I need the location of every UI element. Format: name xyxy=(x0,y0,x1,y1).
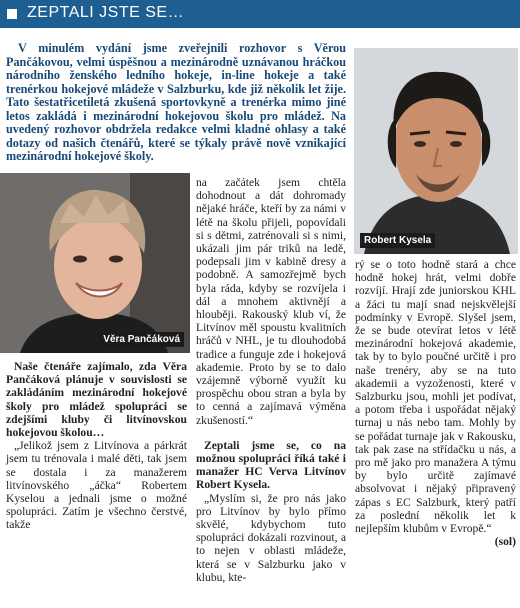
article-intro: V minulém vydání jsme zveřejnili rozhovor s Věrou Pančákovou, velmi úspěšnou a mezinárodně uznávanou hráčkou národního ženského ledního hokeje, in-line hokeje a také trenérkou hokejové mládeže v Salzburku, kde již několik let žije. Tato šestatřicetiletá zkušená sportovkyně a trenérka mimo jiné letos zakládá i mezinárodní hokejovou školu pro mládež. Na uvedený rozhovor obdržela redakce velmi kladné ohlasy a také dotazy od našich čtenářů, které se týkaly právě nově vznikající mezinárodní hokejové školy. xyxy=(6,41,346,163)
author-signature: (sol) xyxy=(494,535,516,549)
manager-answer: „Myslím si, že pro nás jako pro Litvínov by bylo přímo skvělé, kdybychom tuto spolupráci dokázali rozvinout, a to nejen v oblasti mládeže, která se v Salzburku jako v klubu, kte- xyxy=(196,491,346,584)
editor-question: Zeptali jsme se, co na možnou spolupráci říká také i manažer HC Verva Litvínov Robert Kysela. xyxy=(196,438,346,492)
photo-caption: Věra Pančáková xyxy=(99,332,184,347)
photo-caption: Robert Kysela xyxy=(360,233,435,248)
portrait-woman-image xyxy=(0,173,190,353)
reader-question: Naše čtenáře zajímalo, zda Věra Pančáková plánuje v souvislosti se zakládáním mezinárodní hokejové školy pro mládež spolupráci se zdejšími kluby či litvínovskou hokejovou školou… xyxy=(6,360,187,440)
photo-vera-pancakova xyxy=(0,173,190,353)
portrait-man-image xyxy=(354,48,518,254)
answer-continuation: na začátek jsem chtěla dohodnout a dát dohromady nějaké hráče, kteří by za námi v létě na školu přijeli, popovídali si s dětmi, zatrénovali si s nimi, ukázali jim pár triků na ledě, podepsali jim v kabině dresy a podobně. A samozřejmě bych byla ráda, kdyby se rozvíjela i dál a mnohem aktivnějí a hlouběji. Rakouský klub ví, že Litvínov měl spoustu kvalitních hráčů v NHL, je tu dlouhodobá tradice a funguje zde i hokejová akademie. Proto by se to dalo vzájemně výborně využít ku prospěchu obou stran a byla by to cenná a zajímavá výměna zkušeností.“ xyxy=(196,176,346,427)
article-column-2 xyxy=(196,176,346,584)
article-column-3 xyxy=(355,258,516,548)
section-header xyxy=(0,0,520,28)
article-column-1 xyxy=(6,360,187,532)
photo-robert-kysela xyxy=(354,48,518,254)
header-square-icon xyxy=(7,9,17,19)
section-title: ZEPTALI JSTE SE… xyxy=(27,4,185,21)
answer-text: „Jelikož jsem z Litvínova a párkrát jsem tu trénovala i malé děti, tak jsem se dostala i za manažerem litvínovského „áčka“ Robertem Kyselou a jednali jsme o možné spolupráci. Zatím je všechno čerstvé, takže xyxy=(6,439,187,532)
manager-answer-continuation: rý se o toto hodně stará a chce hodně hokej hrát, velmi dobře rozvíjí. Hrají zde juniorskou KHL a žáci tu mají snad nejskvělejší podmínky v Evropě. Slyšel jsem, že se bude otevírat letos v létě mezinárodní hokejová akademie, tak by to bylo poučné určitě i pro naše trenéry, aby se na tuto akademii a vyzoženosti, které v Salzburku jsou, mohli jet podívat, a potom třeba i uspořádat nějaký turnaj u nás nebo tam. Mohly by se pořádat turnaje jak v Rakousku, tak pak zase na střídačku u nás, a pro mě jako pro manažera A týmu by bylo určitě zajímavé absolvovat i nějaký připravený zápas s EC Salzburk, který patří za poslední několik let k nejlepším klubům v Evropě.“ xyxy=(355,258,516,536)
